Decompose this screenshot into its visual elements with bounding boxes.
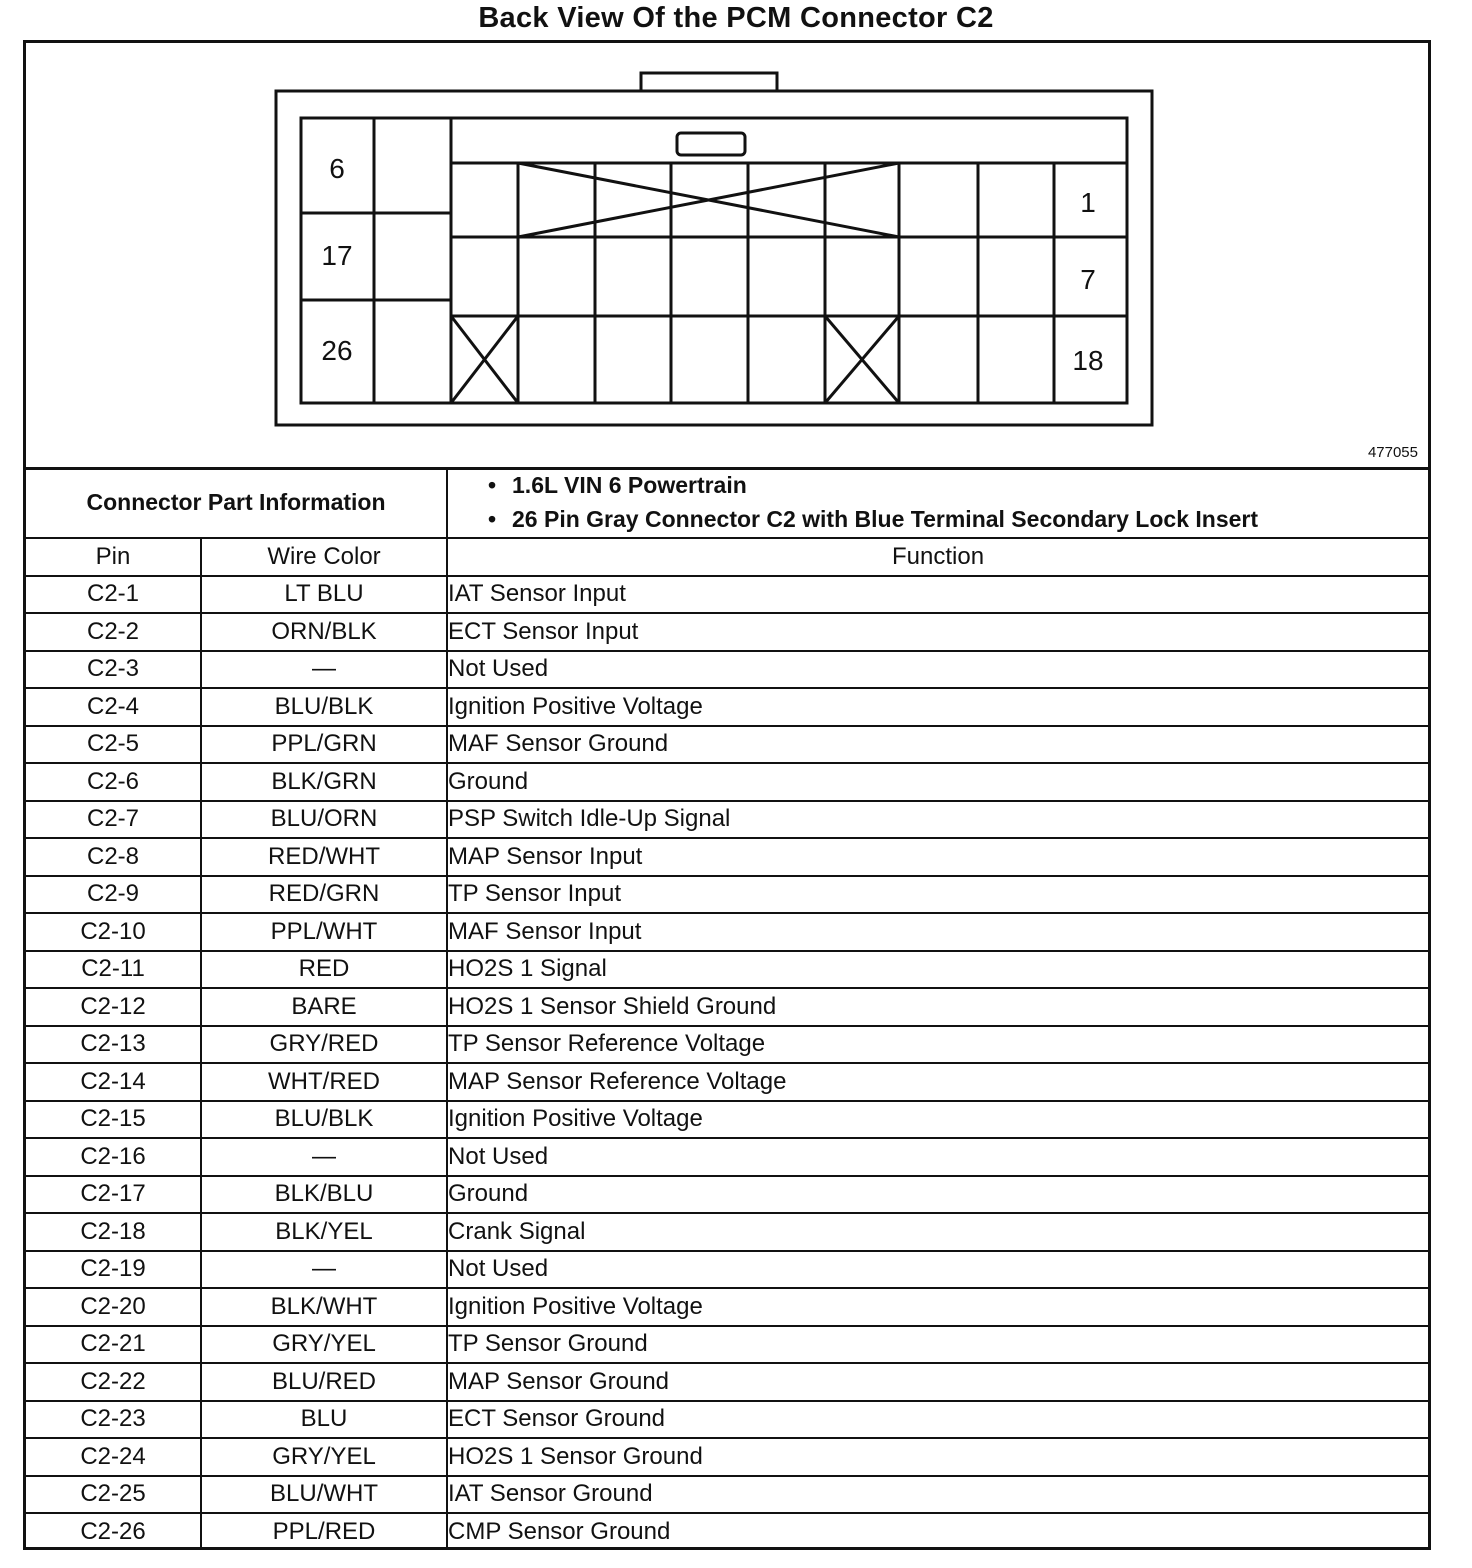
pin-cell: C2-12	[26, 988, 201, 1026]
table-row	[26, 1363, 1428, 1401]
connector-latch-tab	[641, 73, 777, 91]
pin-cell: C2-15	[26, 1101, 201, 1139]
cavity-block	[301, 118, 1127, 403]
function-cell: Ground	[447, 763, 1428, 801]
cavity-label-18: 18	[1072, 345, 1104, 376]
function-cell: MAF Sensor Input	[447, 913, 1428, 951]
pin-cell: C2-21	[26, 1326, 201, 1364]
wire-color-cell: BARE	[201, 988, 447, 1026]
function-cell: TP Sensor Input	[447, 876, 1428, 914]
wire-color-cell: BLU/RED	[201, 1363, 447, 1401]
function-cell: CMP Sensor Ground	[447, 1513, 1428, 1550]
header-wire-color: Wire Color	[201, 538, 447, 576]
wire-color-cell: —	[201, 1138, 447, 1176]
connector-body	[276, 91, 1152, 425]
wire-color-cell: PPL/WHT	[201, 913, 447, 951]
function-cell: MAF Sensor Ground	[447, 726, 1428, 764]
pin-cell: C2-26	[26, 1513, 201, 1550]
cavity-label-6: 6	[329, 153, 345, 184]
wire-color-cell: BLU/WHT	[201, 1476, 447, 1514]
connector-drawing	[26, 43, 1428, 467]
table-row	[26, 613, 1428, 651]
header-function: Function	[447, 538, 1428, 576]
connector-diagram	[26, 43, 1428, 470]
table-row	[26, 651, 1428, 689]
pinout-table	[26, 467, 1428, 1550]
pin-cell: C2-22	[26, 1363, 201, 1401]
function-cell: PSP Switch Idle-Up Signal	[447, 801, 1428, 839]
page-title: Back View Of the PCM Connector C2	[478, 2, 994, 34]
wire-color-cell: —	[201, 651, 447, 689]
cavity-label-17: 17	[321, 240, 353, 271]
wire-color-cell: ORN/BLK	[201, 613, 447, 651]
wire-color-cell: LT BLU	[201, 576, 447, 614]
function-cell: Ignition Positive Voltage	[447, 688, 1428, 726]
pin-cell: C2-25	[26, 1476, 201, 1514]
function-cell: MAP Sensor Reference Voltage	[447, 1063, 1428, 1101]
cavity-label-7: 7	[1080, 264, 1096, 295]
table-row	[26, 913, 1428, 951]
table-row	[26, 1513, 1428, 1550]
wire-color-cell: BLK/WHT	[201, 1288, 447, 1326]
connector-info-list	[447, 467, 1428, 538]
table-row	[26, 1288, 1428, 1326]
wire-color-cell: —	[201, 1251, 447, 1289]
table-header-row	[26, 538, 1428, 576]
wire-color-cell: BLK/BLU	[201, 1176, 447, 1214]
table-row	[26, 951, 1428, 989]
wire-color-cell: GRY/YEL	[201, 1326, 447, 1364]
table-row	[26, 1438, 1428, 1476]
wire-color-cell: RED	[201, 951, 447, 989]
wire-color-cell: GRY/YEL	[201, 1438, 447, 1476]
function-cell: Ground	[447, 1176, 1428, 1214]
pin-cell: C2-18	[26, 1213, 201, 1251]
table-row	[26, 1176, 1428, 1214]
table-row	[26, 1326, 1428, 1364]
table-row	[26, 1476, 1428, 1514]
table-row	[26, 801, 1428, 839]
function-cell: TP Sensor Ground	[447, 1326, 1428, 1364]
wire-color-cell: RED/GRN	[201, 876, 447, 914]
lock-slot	[677, 133, 745, 155]
function-cell: ECT Sensor Ground	[447, 1401, 1428, 1439]
function-cell: HO2S 1 Signal	[447, 951, 1428, 989]
table-row	[26, 1063, 1428, 1101]
function-cell: Not Used	[447, 651, 1428, 689]
pin-cell: C2-5	[26, 726, 201, 764]
pin-cell: C2-6	[26, 763, 201, 801]
pin-cell: C2-23	[26, 1401, 201, 1439]
pin-cell: C2-17	[26, 1176, 201, 1214]
function-cell: IAT Sensor Ground	[447, 1476, 1428, 1514]
table-row	[26, 988, 1428, 1026]
wire-color-cell: BLU	[201, 1401, 447, 1439]
table-row	[26, 763, 1428, 801]
function-cell: HO2S 1 Sensor Shield Ground	[447, 988, 1428, 1026]
wire-color-cell: PPL/RED	[201, 1513, 447, 1550]
connector-info-row	[26, 467, 1428, 538]
table-row	[26, 576, 1428, 614]
function-cell: MAP Sensor Input	[447, 838, 1428, 876]
table-row	[26, 1026, 1428, 1064]
connector-document	[23, 40, 1431, 1550]
function-cell: MAP Sensor Ground	[447, 1363, 1428, 1401]
wire-color-cell: BLU/BLK	[201, 1101, 447, 1139]
pin-cell: C2-3	[26, 651, 201, 689]
table-row	[26, 1401, 1428, 1439]
function-cell: IAT Sensor Input	[447, 576, 1428, 614]
figure-number: 477055	[1367, 444, 1418, 461]
header-pin: Pin	[26, 538, 201, 576]
function-cell: Crank Signal	[447, 1213, 1428, 1251]
pin-cell: C2-13	[26, 1026, 201, 1064]
function-cell: Ignition Positive Voltage	[447, 1101, 1428, 1139]
wire-color-cell: BLU/ORN	[201, 801, 447, 839]
pin-cell: C2-2	[26, 613, 201, 651]
cavity-label-26: 26	[321, 335, 353, 366]
connector-info-label: Connector Part Information	[26, 467, 447, 538]
wire-color-cell: BLK/GRN	[201, 763, 447, 801]
wire-color-cell: PPL/GRN	[201, 726, 447, 764]
pin-cell: C2-9	[26, 876, 201, 914]
wire-color-cell: BLK/YEL	[201, 1213, 447, 1251]
pin-cell: C2-11	[26, 951, 201, 989]
wire-color-cell: WHT/RED	[201, 1063, 447, 1101]
wire-color-cell: RED/WHT	[201, 838, 447, 876]
pin-cell: C2-16	[26, 1138, 201, 1176]
table-row	[26, 876, 1428, 914]
cavity-label-1: 1	[1080, 187, 1096, 218]
pin-cell: C2-19	[26, 1251, 201, 1289]
wire-color-cell: BLU/BLK	[201, 688, 447, 726]
function-cell: Not Used	[447, 1138, 1428, 1176]
pin-cell: C2-10	[26, 913, 201, 951]
pin-cell: C2-4	[26, 688, 201, 726]
table-row	[26, 1213, 1428, 1251]
table-row	[26, 1251, 1428, 1289]
table-row	[26, 688, 1428, 726]
function-cell: HO2S 1 Sensor Ground	[447, 1438, 1428, 1476]
table-row	[26, 1101, 1428, 1139]
pin-cell: C2-14	[26, 1063, 201, 1101]
function-cell: Ignition Positive Voltage	[447, 1288, 1428, 1326]
function-cell: ECT Sensor Input	[447, 613, 1428, 651]
function-cell: Not Used	[447, 1251, 1428, 1289]
connector-info-item: • 1.6L VIN 6 Powertrain	[488, 468, 1428, 502]
table-row	[26, 838, 1428, 876]
pin-cell: C2-7	[26, 801, 201, 839]
pin-cell: C2-20	[26, 1288, 201, 1326]
pin-cell: C2-24	[26, 1438, 201, 1476]
table-row	[26, 726, 1428, 764]
pin-cell: C2-1	[26, 576, 201, 614]
pin-cell: C2-8	[26, 838, 201, 876]
table-row	[26, 1138, 1428, 1176]
function-cell: TP Sensor Reference Voltage	[447, 1026, 1428, 1064]
wire-color-cell: GRY/RED	[201, 1026, 447, 1064]
connector-info-item: • 26 Pin Gray Connector C2 with Blue Terminal Secondary Lock Insert	[488, 502, 1428, 536]
